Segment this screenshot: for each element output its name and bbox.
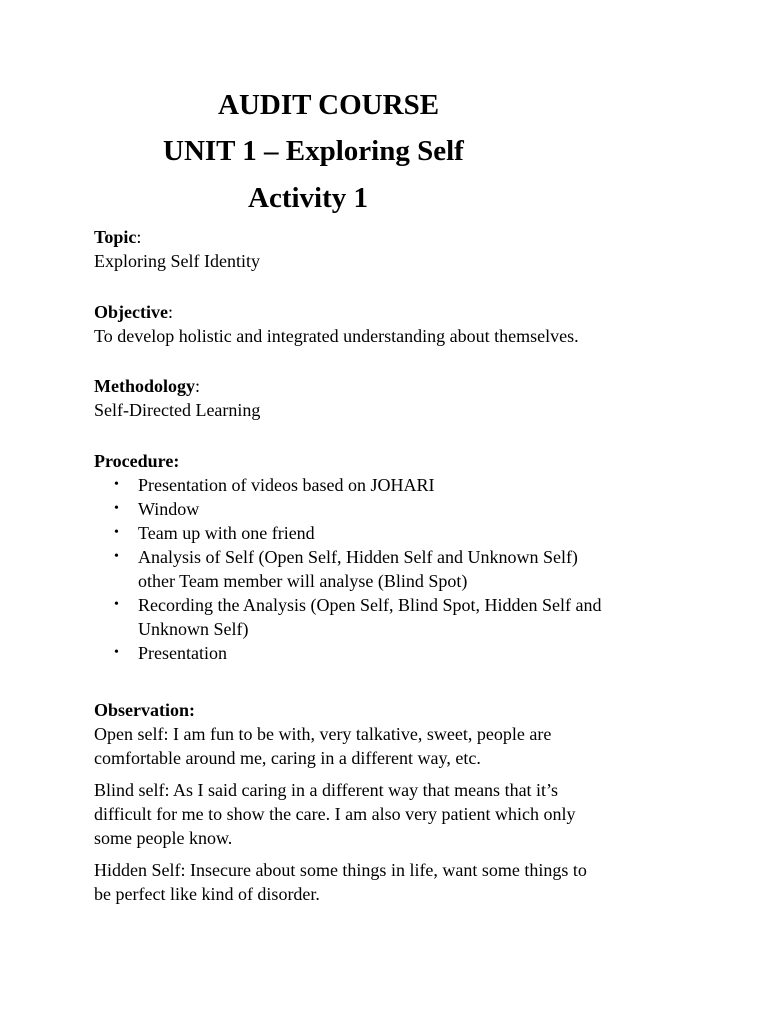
observation-label: Observation: [94, 700, 195, 720]
paragraph-line: difficult for me to show the care. I am also very patient which only [94, 804, 576, 824]
paragraph-line: Open self: I am fun to be with, very talkative, sweet, people are [94, 724, 552, 744]
observation-paragraph-blind-self [94, 778, 684, 850]
bullet-icon: • [114, 597, 119, 612]
procedure-item [94, 545, 734, 593]
procedure-label: Procedure: [94, 451, 180, 471]
procedure-section [94, 449, 734, 665]
procedure-item [94, 473, 734, 497]
observation-paragraph-hidden-self [94, 858, 684, 906]
procedure-item-line: Unknown Self) [138, 619, 249, 639]
paragraph-line: Hidden Self: Insecure about some things in life, want some things to [94, 860, 587, 880]
bullet-icon: • [114, 525, 119, 540]
procedure-item-line: other Team member will analyse (Blind Spot) [138, 571, 468, 591]
methodology-section [94, 374, 734, 422]
procedure-item [94, 521, 734, 545]
topic-section [94, 225, 734, 273]
procedure-item [94, 497, 734, 521]
methodology-label: Methodology [94, 376, 195, 396]
topic-text: Exploring Self Identity [94, 251, 260, 271]
bullet-icon: • [114, 501, 119, 516]
topic-colon: : [136, 227, 142, 247]
paragraph-line: comfortable around me, caring in a different way, etc. [94, 748, 481, 768]
objective-colon: : [167, 302, 173, 322]
procedure-item-line: Presentation [138, 643, 227, 663]
procedure-item [94, 593, 734, 641]
procedure-item-line: Team up with one friend [138, 523, 315, 543]
methodology-heading [94, 374, 734, 398]
objective-label: Objective [94, 302, 168, 322]
activity-title: Activity 1 [248, 182, 368, 214]
topic-label: Topic [94, 227, 137, 247]
bullet-icon: • [114, 645, 119, 660]
bullet-icon: • [114, 477, 119, 492]
observation-paragraph-open-self [94, 722, 684, 770]
methodology-text: Self-Directed Learning [94, 400, 261, 420]
procedure-item-line: Analysis of Self (Open Self, Hidden Self and Unknown Self) [138, 547, 578, 567]
objective-heading [94, 300, 734, 324]
procedure-list [94, 473, 734, 665]
course-title: AUDIT COURSE [218, 89, 440, 121]
procedure-item-line: Window [138, 499, 200, 519]
procedure-item-line: Recording the Analysis (Open Self, Blind Spot, Hidden Self and [138, 595, 602, 615]
objective-text: To develop holistic and integrated understanding about themselves. [94, 326, 579, 346]
procedure-item [94, 641, 734, 665]
bullet-icon: • [114, 549, 119, 564]
objective-section [94, 300, 734, 348]
paragraph-line: Blind self: As I said caring in a different way that means that it’s [94, 780, 559, 800]
topic-heading [94, 225, 734, 249]
methodology-colon: : [195, 376, 201, 396]
paragraph-line: be perfect like kind of disorder. [94, 884, 320, 904]
observation-section [94, 698, 734, 914]
unit-title: UNIT 1 – Exploring Self [163, 135, 464, 167]
paragraph-line: some people know. [94, 828, 233, 848]
procedure-item-line: Presentation of videos based on JOHARI [138, 475, 435, 495]
